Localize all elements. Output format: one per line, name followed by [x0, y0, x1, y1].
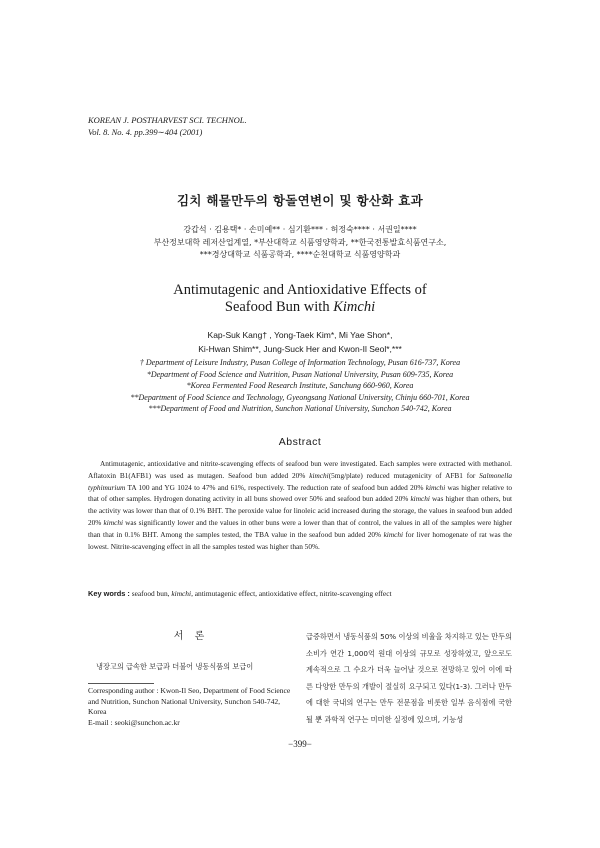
corresponding-email: E-mail : seoki@sunchon.ac.kr — [88, 717, 180, 727]
intro-paragraph-left: 냉장고의 급속한 보급과 더불어 냉동식품의 보급이 — [96, 662, 254, 671]
affiliation-line: *Korea Fermented Food Research Institute, Sanchung 660-960, Korea — [186, 381, 414, 390]
title-english-line1: Antimutagenic and Antioxidative Effects of — [173, 282, 427, 298]
title-english-line2 — [0, 299, 600, 316]
corresponding-author: Corresponding author : Kwon-Il Seo, Department of Food Science and Nutrition, Sunchon National University, Sunchon 540-742, Korea — [88, 686, 291, 716]
affiliation-korean-1: 부산정보대학 레저산업계열, *부산대학교 식품영양학과, **한국전통발효식품연구소, — [153, 237, 447, 247]
affiliation-line: ***Department of Food and Nutrition, Sunchon National University, Sunchon 540-742, Korea — [148, 404, 452, 413]
title-english — [0, 282, 600, 316]
title-korean: 김치 해물만두의 항돌연변이 및 항산화 효과 — [176, 193, 423, 208]
keywords: Key words : seafood bun, kimchi, antimutagenic effect, antioxidative effect, nitrite-scavenging effect — [88, 589, 392, 598]
section-title-introduction: 서 론 — [173, 631, 209, 642]
keywords-label: Key words : — [88, 589, 130, 598]
affiliation-korean-2: ***경상대학교 식품공학과, ****순천대학교 식품영양학과 — [199, 250, 401, 259]
footnote-divider — [88, 683, 154, 684]
corresponding-author-note — [88, 686, 298, 728]
affiliations-english — [0, 357, 600, 415]
abstract-heading: Abstract — [278, 436, 322, 448]
author-names-english-2: Ki-Hwan Shim**, Jung-Suck Her and Kwon-Il Seol*,*** — [198, 344, 402, 354]
title-english-kimchi: Kimchi — [333, 299, 376, 315]
page-number: −399− — [288, 739, 312, 749]
title-english-line2-text: Seafood Bun with — [224, 299, 334, 315]
affiliation-line: **Department of Food Science and Technology, Gyeongsang National University, Chinju 660-701, Korea — [130, 392, 470, 402]
journal-name: KOREAN J. POSTHARVEST SCI. TECHNOL. — [88, 115, 247, 125]
journal-volume: Vol. 8. No. 4. pp.399∼404 (2001) — [88, 127, 203, 137]
journal-header — [88, 114, 247, 138]
authors-korean — [0, 224, 600, 262]
affiliation-line: *Department of Food Science and Nutrition, Pusan National University, Pusan 609-735, Korea — [146, 369, 454, 379]
intro-paragraph-right: 급증하면서 냉동식품의 50% 이상의 비율을 차지하고 있는 만두의 소비가 연간 1,000억 원대 이상의 규모로 성장하였고, 앞으로도 계속적으로 그 수요가 더욱 늘어날 것으로 전망하고 있어 이에 따른 다양한 만두의 개발이 절실히 요구되고 있다(1-3). 그러나 만두에 대한 국내의 연구는 만두 전문점을 비롯한 일부 음식점에 국한될 뿐 과학적 연구는 미미한 실정에 있으며, 기능성 — [306, 632, 512, 724]
authors-english — [0, 328, 600, 356]
author-names-korean: 강갑석 · 김용택* · 손미예** · 심기환*** · 허정숙**** · 서권일**** — [183, 225, 417, 234]
abstract-text: Antimutagenic, antioxidative and nitrite-scavenging effects of seafood bun were investigated. Each samples were extracted with methanol. Aflatoxin B1(AFB1) was used as mutagen. Seafood bun added 20% kimchi(5mg/plate) reduced mutagenicity of AFB1 for Salmonella typhimurium TA 100 and YG 1024 to 47% and 61%, respectively. The reduction rate of seafood bun added 20% kimchi was higher relative to that of other samples. Hydrogen donating activity in all buns showed over 50% and seafood bun added 20% kimchi was higher than others, but the activity was lower than that of 0.1% BHT. The peroxide value for linoleic acid increased during the storage, the values in seafood bun added 20% kimchi was significantly lower and the values in other buns were a lower than that of control, the values in all of the samples were higher than that in 0.1% BHT. Among the samples tested, the TBA value in the seafood bun added 20% kimchi for liver homogenate of rat was the lowest. Nitrite-scavenging effect in all the samples tested was higher than 50%. — [88, 459, 513, 551]
author-names-english-1: Kap-Suk Kang† , Yong-Taek Kim*, Mi Yae Shon*, — [207, 330, 393, 340]
affiliation-line: † Department of Leisure Industry, Pusan College of Information Technology, Pusan 616-737, Korea — [139, 358, 461, 367]
